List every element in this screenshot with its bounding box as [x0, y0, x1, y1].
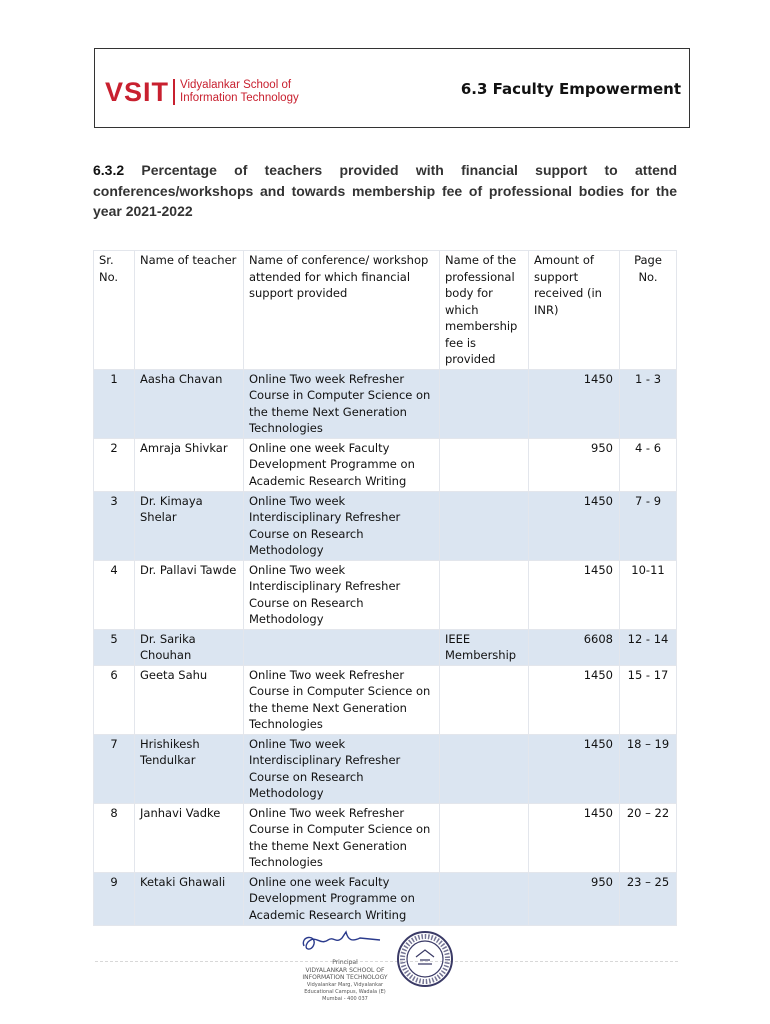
cell-page-no: 12 - 14 [620, 629, 677, 665]
sign-line-5: Educational Campus, Wadala (E) [304, 989, 386, 995]
logo-text [180, 79, 299, 105]
cell-teacher: Janhavi Vadke [135, 803, 244, 872]
table-row [94, 629, 677, 665]
cell-conference: Online one week Faculty Development Programme on Academic Research Writing [244, 438, 440, 491]
cell-sr-no: 7 [94, 734, 135, 803]
cell-teacher: Geeta Sahu [135, 665, 244, 734]
institution-logo [105, 75, 299, 109]
cell-conference: Online one week Faculty Development Programme on Academic Research Writing [244, 872, 440, 925]
logo-line-1: Vidyalankar School of [180, 79, 292, 91]
cell-professional-body [440, 872, 529, 925]
cell-page-no: 18 – 19 [620, 734, 677, 803]
cell-teacher: Dr. Sarika Chouhan [135, 629, 244, 665]
cell-amount: 1450 [529, 665, 620, 734]
cell-conference: Online Two week Refresher Course in Computer Science on the theme Next Generation Technologies [244, 369, 440, 438]
cell-page-no: 1 - 3 [620, 369, 677, 438]
cell-sr-no: 4 [94, 560, 135, 629]
cell-sr-no: 9 [94, 872, 135, 925]
logo-mark: VSIT [105, 76, 170, 107]
table-row [94, 665, 677, 734]
stamp-emblem [416, 950, 434, 964]
cell-amount: 1450 [529, 734, 620, 803]
logo-divider [173, 79, 175, 105]
cell-conference: Online Two week Interdisciplinary Refresher Course on Research Methodology [244, 734, 440, 803]
column-header-professional-body: Name of the professional body for which membership fee is provided [440, 251, 529, 370]
cell-sr-no: 6 [94, 665, 135, 734]
sign-line-4: Vidyalankar Marg, Vidyalankar [306, 982, 384, 988]
cell-teacher: Amraja Shivkar [135, 438, 244, 491]
cell-page-no: 20 – 22 [620, 803, 677, 872]
logo-line-2: Information Technology [180, 92, 299, 104]
table-row [94, 734, 677, 803]
cell-professional-body [440, 491, 529, 560]
cell-teacher: Aasha Chavan [135, 369, 244, 438]
column-header-teacher: Name of teacher [135, 251, 244, 370]
cell-conference: Online Two week Refresher Course in Computer Science on the theme Next Generation Technologies [244, 665, 440, 734]
table-row [94, 872, 677, 925]
cell-professional-body [440, 438, 529, 491]
cell-teacher: Dr. Pallavi Tawde [135, 560, 244, 629]
cell-amount: 6608 [529, 629, 620, 665]
cell-professional-body [440, 803, 529, 872]
section-number: 6.3.2 [93, 162, 125, 178]
cell-professional-body [440, 560, 529, 629]
cell-amount: 950 [529, 438, 620, 491]
institution-stamp [396, 930, 454, 988]
cell-page-no: 7 - 9 [620, 491, 677, 560]
sign-line-1: Principal [332, 959, 358, 966]
signature-stroke [303, 932, 380, 949]
cell-amount: 1450 [529, 491, 620, 560]
cell-professional-body [440, 665, 529, 734]
cell-teacher: Hrishikesh Tendulkar [135, 734, 244, 803]
cell-amount: 1450 [529, 560, 620, 629]
cell-sr-no: 5 [94, 629, 135, 665]
cell-page-no: 15 - 17 [620, 665, 677, 734]
column-header-amount: Amount of support received (in INR) [529, 251, 620, 370]
cell-sr-no: 2 [94, 438, 135, 491]
cell-professional-body: IEEE Membership [440, 629, 529, 665]
cell-professional-body [440, 369, 529, 438]
table-row [94, 369, 677, 438]
sign-line-3: INFORMATION TECHNOLOGY [302, 974, 388, 981]
cell-amount: 1450 [529, 369, 620, 438]
table-row [94, 803, 677, 872]
cell-conference: Online Two week Interdisciplinary Refresher Course on Research Methodology [244, 491, 440, 560]
cell-page-no: 23 – 25 [620, 872, 677, 925]
header-title: 6.3 Faculty Empowerment [460, 80, 681, 98]
cell-page-no: 4 - 6 [620, 438, 677, 491]
column-header-conference: Name of conference/ workshop attended for which financial support provided [244, 251, 440, 370]
table-row [94, 438, 677, 491]
table-header-row [94, 251, 677, 370]
cell-teacher: Dr. Kimaya Shelar [135, 491, 244, 560]
table-row [94, 560, 677, 629]
sign-line-2: VIDYALANKAR SCHOOL OF [305, 967, 385, 974]
cell-conference: Online Two week Refresher Course in Computer Science on the theme Next Generation Technologies [244, 803, 440, 872]
cell-conference [244, 629, 440, 665]
cell-conference: Online Two week Interdisciplinary Refresher Course on Research Methodology [244, 560, 440, 629]
cell-teacher: Ketaki Ghawali [135, 872, 244, 925]
section-heading-text: Percentage of teachers provided with financial support to attend conferences/workshops and towards membership fee of professional bodies for the year 2021-2022 [93, 162, 677, 219]
document-header [94, 48, 690, 128]
cell-amount: 1450 [529, 803, 620, 872]
column-header-sr-no: Sr. No. [94, 251, 135, 370]
sign-line-6: Mumbai - 400 037 [322, 996, 368, 1002]
column-header-page-no: Page No. [620, 251, 677, 370]
table-row [94, 491, 677, 560]
principal-signature [290, 928, 400, 1020]
cell-sr-no: 1 [94, 369, 135, 438]
cell-sr-no: 3 [94, 491, 135, 560]
stamp-outer-ring [398, 932, 452, 986]
financial-support-table [93, 250, 677, 926]
stamp-inner-ring [407, 941, 443, 977]
cell-page-no: 10-11 [620, 560, 677, 629]
section-heading [93, 160, 677, 222]
cell-professional-body [440, 734, 529, 803]
cell-amount: 950 [529, 872, 620, 925]
stamp-lettering-band [403, 937, 448, 982]
cell-sr-no: 8 [94, 803, 135, 872]
